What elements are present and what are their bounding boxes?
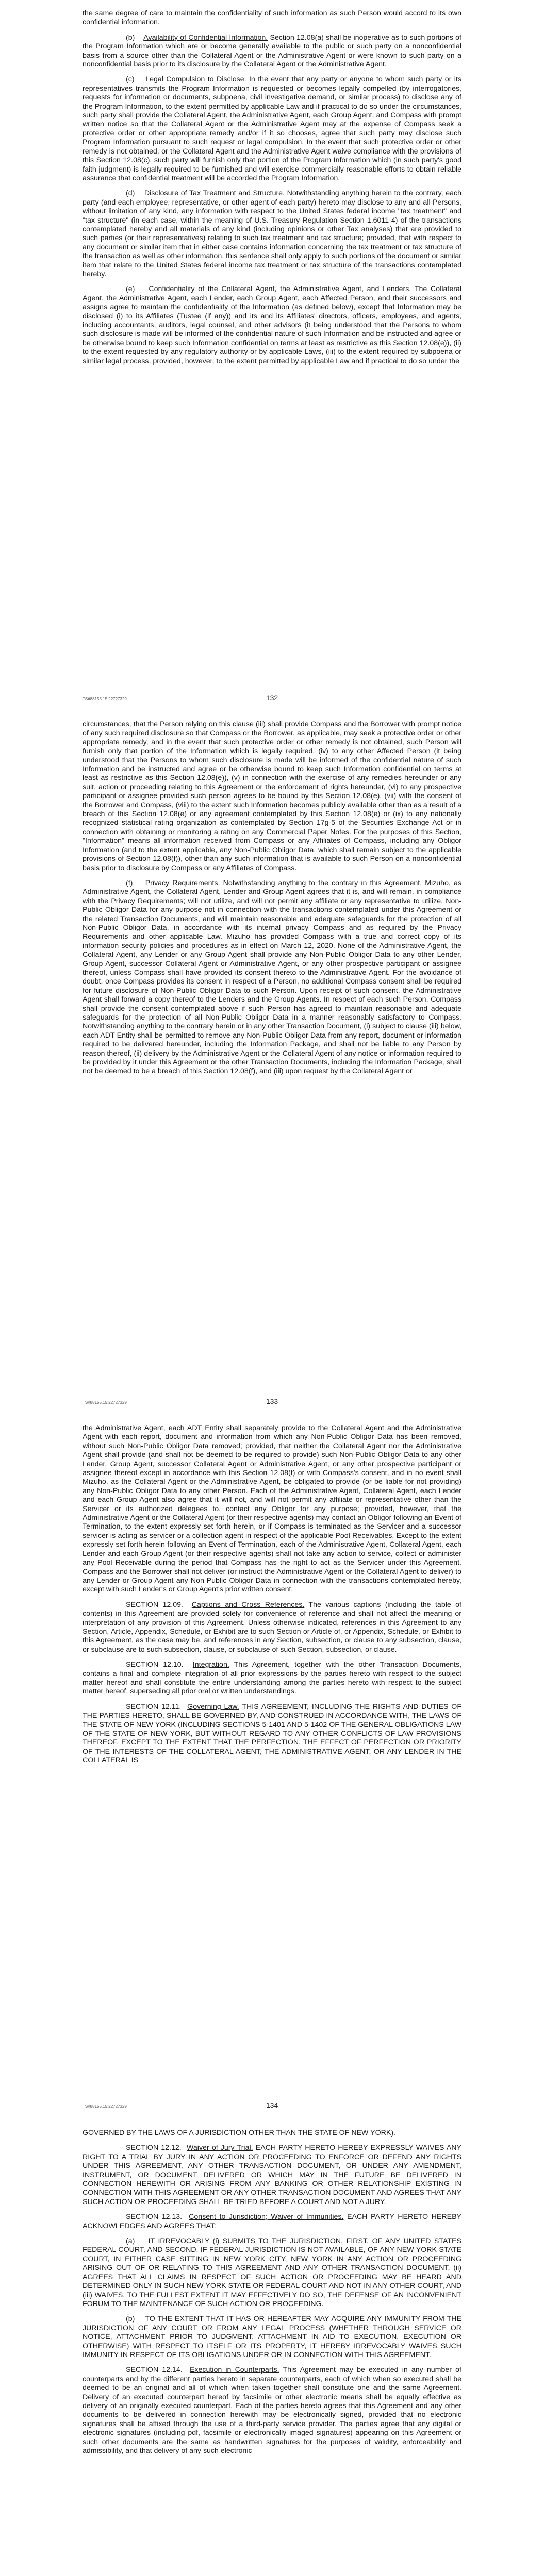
clause-text: Section 12.08(a) shall be inoperative as to such portions of the Program Information which are or become generally available to the public or such party on a nonconfidential basis from a source other than the Collateral Agent or the Administrative Agent or were known to such party on a nonconfidential basis prior to its disclosure by the Collateral Agent or the Administrative Agent. xyxy=(83,33,461,69)
section-text: The various captions (including the table of contents) in this Agreement are provided solely for convenience of reference and shall not affect the meaning or interpretation of any provision of this Agreement. Unless otherwise indicated, references in this Agreement to any Section, Article, Appendix, Schedule, or Exhibit are to such Section or Article of, or Appendix, Schedule, or Exhibit to this Agreement, as the case may be, and references in any Section, subsection, or clause to any subsection, clause, or subclause are to such subsection, clause, or subclause of such Section, subsection, or clause. xyxy=(83,1600,461,1654)
clause-heading: Confidentiality of the Collateral Agent, the Administrative Agent, and Lenders. xyxy=(149,285,411,294)
paragraph-12-13 xyxy=(83,2213,461,2231)
paragraph-12-12 xyxy=(83,2144,461,2207)
page-number: 132 xyxy=(266,693,278,702)
section-label: SECTION 12.12. xyxy=(126,2144,182,2153)
paragraph-12-08-e xyxy=(83,285,461,366)
section-text: This Agreement, together with the other Transaction Documents, contains a final and complete integration of all prior expressions by the parties hereto with respect to the subject matter hereof and shall constitute the entire understanding among the parties hereto with respect to the subject matter hereof, superseding all prior oral or written understandings. xyxy=(83,1660,462,1696)
section-heading: Waiver of Jury Trial. xyxy=(187,2144,253,2153)
section-label: SECTION 12.13. xyxy=(126,2213,183,2222)
paragraph-12-11 xyxy=(83,1703,461,1766)
document-id: TS#88155.15:22727329 xyxy=(83,697,127,701)
clause-text: TO THE EXTENT THAT IT HAS OR HEREAFTER MAY ACQUIRE ANY IMMUNITY FROM THE JURISDICTION OF ANY COURT OR FROM ANY LEGAL PROCESS (WHETHER THROUGH SERVICE OR NOTICE, ATTACHMENT PRIOR TO JUDGMENT, ATTACHMENT IN AID TO EXECUTION, EXECUTION OR OTHERWISE) WITH RESPECT TO ITSELF OR ITS PROPERTY, IT HEREBY IRREVOCABLY WAIVES SUCH IMMUNITY IN RESPECT OF ITS OBLIGATIONS UNDER OR IN CONNECTION WITH THIS AGREEMENT. xyxy=(83,2315,461,2359)
clause-label: (d) xyxy=(126,189,135,198)
paragraph-12-14 xyxy=(83,2366,461,2455)
paragraph-12-08-d xyxy=(83,189,461,279)
section-heading: Captions and Cross References. xyxy=(191,1600,305,1609)
page-number: 134 xyxy=(266,2101,278,2109)
clause-heading: Privacy Requirements. xyxy=(145,878,220,887)
section-text: This Agreement may be executed in any number of counterparts and by the different parties hereto in separate counterparts, each of which when so executed shall be deemed to be an original and all of which when taken together shall constitute one and the same Agreement. Delivery of an executed counterpart hereof by facsimile or other electronic means shall be equally effective as delivery of an originally executed counterpart. Each of the parties hereto agrees that this Agreement and any other documents to be delivered in connection herewith may be electronically signed, provided that no electronic signatures shall be affixed through the use of a third-party service provider. The parties agree that any digital or electronic signatures (including pdf, facsimile or electronically imaged signatures) appearing on this Agreement or such other documents are the same as handwritten signatures for the purposes of validity, enforceability and admissibility, and that delivery of any such electronic xyxy=(83,2366,461,2455)
section-text: THIS AGREEMENT, INCLUDING THE RIGHTS AND DUTIES OF THE PARTIES HERETO, SHALL BE GOVERNED BY, AND CONSTRUED IN ACCORDANCE WITH, THE LAWS OF THE STATE OF NEW YORK (INCLUDING SECTIONS 5-1401 AND 5-1402 OF THE GENERAL OBLIGATIONS LAW OF THE STATE OF NEW YORK, BUT WITHOUT REGARD TO ANY OTHER CONFLICTS OF LAW PROVISIONS THEREOF, EXCEPT TO THE EXTENT THAT THE PERFECTION, THE EFFECT OF PERFECTION OR PRIORITY OF THE INTERESTS OF THE COLLATERAL AGENT, THE ADMINISTRATIVE AGENT, OR ANY LENDER IN THE COLLATERAL IS xyxy=(83,1702,462,1765)
paragraph-12-08-f xyxy=(83,879,461,1076)
document-id: TS#88155.15:22727329 xyxy=(83,1400,127,1405)
clause-label: (b) xyxy=(126,2315,135,2324)
section-text: EACH PARTY HERETO HEREBY ACKNOWLEDGES AND AGREES THAT: xyxy=(83,2213,461,2230)
clause-text: IT IRREVOCABLY (i) SUBMITS TO THE JURISDICTION, FIRST, OF ANY UNITED STATES FEDERAL COURT, AND SECOND, IF FEDERAL JURISDICTION IS NOT AVAILABLE, OF ANY NEW YORK STATE COURT, IN EITHER CASE SITTING IN NEW YORK CITY, NEW YORK IN ANY ACTION OR PROCEEDING ARISING OUT OF OR RELATING TO THIS AGREEMENT AND ANY OTHER TRANSACTION DOCUMENT, (ii) AGREES THAT ALL CLAIMS IN RESPECT OF SUCH ACTION OR PROCEEDING MAY BE HEARD AND DETERMINED ONLY IN SUCH NEW YORK STATE OR FEDERAL COURT AND NOT IN ANY OTHER COURT, AND (iii) WAIVES, TO THE FULLEST EXTENT IT MAY EFFECTIVELY DO SO, THE DEFENSE OF AN INCONVENIENT FORUM TO THE MAINTENANCE OF SUCH ACTION OR PROCEEDING. xyxy=(83,2237,461,2308)
paragraph-continuation: the Administrative Agent, each ADT Entity shall separately provide to the Collateral Agent and the Administrative Agent with each report, document and information from which any Non-Public Obligor Data has been removed, without such Non-Public Obligor Data removed; provided, that neither the Collateral Agent nor the Administrative Agent shall provide (and shall not be deemed to be required to provide) such Non-Public Obligor Data to any other Lender, Group Agent, successor Collateral Agent or Administrative Agent, or any other prospective participant or assignee thereof except in accordance with this Section 12.08(f) or with Compass's consent, and in no event shall Mizuho, as the Collateral Agent or the Administrative Agent, be obligated to provide (or be liable for not providing) any Non-Public Obligor Data to any other Person. Each of the Administrative Agent, Collateral Agent, each Lender and each Group Agent also agree that it will not, and will not permit any affiliate or representative other than the Servicer or its authorized delegees to, contact any Obligor for any purpose; provided, however, that the Administrative Agent or the Collateral Agent (or their respective agents) may contact an Obligor following an Event of Termination, to the extent expressly set forth herein, or if Compass is terminated as the Servicer and a successor servicer is acting as servicer or a collection agent in respect of the applicable Pool Receivables. Except to the extent expressly set forth herein following an Event of Termination, each of the Administrative Agent, Collateral Agent, each Lender and each Group Agent (or their respective agents) shall not take any action to service, collect or administer any Pool Receivable during the period that Compass has the right to act as the Servicer under this Agreement. Compass and the Borrower shall not deliver (or instruct the Administrative Agent or the Collateral Agent to deliver) to any Lender or Group Agent any Non-Public Obligor Data in connection with the transactions contemplated hereby, except with such Lender's or Group Agent's prior written consent. xyxy=(83,1424,461,1594)
clause-label: (f) xyxy=(126,878,133,887)
clause-text: Notwithstanding anything herein to the contrary, each party (and each employee, representative, or other agent of each party) hereto may disclose to any and all Persons, without limitation of any kind, any information with respect to the United States federal income "tax treatment" and "tax structure" (in each case, within the meaning of U.S. Treasury Regulation Section 1.6011-4) of the transactions contemplated hereby and all materials of any kind (including opinions or other Tax analyses) that are provided to such parties (or their representatives) relating to such tax treatment and tax structure; provided, that with respect to any document or similar item that in either case contains information concerning the tax treatment or tax structure of the transaction as well as other information, this sentence shall only apply to such portions of the document or similar item that relate to the United States federal income tax treatment or tax structure of the transactions contemplated hereby. xyxy=(83,189,461,278)
clause-label: (e) xyxy=(126,285,135,294)
paragraph-12-13-a xyxy=(83,2237,461,2309)
clause-text: Notwithstanding anything to the contrary in this Agreement, Mizuho, as Administrative Agent, the Collateral Agent, Lender and Group Agent agrees that it is, and will remain, in compliance with the Privacy Requirements; will not utilize, and will not permit any affiliate or any representative to utilize, Non-Public Obligor Data for any purpose not in connection with the transactions contemplated under this Agreement or the related Transaction Documents, and will maintain reasonable and adequate safeguards for the protection of all Non-Public Obligor Data, in accordance with its internal privacy Compass and as required by the Privacy Requirements and other applicable Law. Mizuho has provided Compass with a true and correct copy of its information security policies and procedures as in effect on March 12, 2020. None of the Administrative Agent, the Collateral Agent, any Lender or any Group Agent shall provide any Non-Public Obligor Data to any other Lender, Group Agent, successor Collateral Agent or Administrative Agent, or any other prospective participant or assignee thereof, unless Compass shall have provided its consent thereto to the Administrative Agent. For the avoidance of doubt, once Compass provides its consent in respect of a Person, no additional Compass consent shall be required for future disclosure of Non-Public Obligor Data to such Person. Upon receipt of such consent, the Administrative Agent shall forward a copy thereof to the Lenders and the Group Agents. In respect of each such Person, Compass shall provide the consent contemplated above if such Person has agreed to maintain reasonable and adequate safeguards for the protection of all Non-Public Obligor Data in a manner reasonably satisfactory to Compass. Notwithstanding anything to the contrary herein or in any other Transaction Document, (i) subject to clause (iii) below, each ADT Entity shall be permitted to remove any Non-Public Obligor Data from any report, document or information required to be delivered hereunder, including the Information Package, and shall not be liable to any Person by reason thereof, (ii) delivery by the Administrative Agent or the Collateral Agent of any notice or information required to be provided by it under this Agreement or the other Transaction Documents, including the Information Package, shall not be deemed to be a breach of this Section 12.08(f), and (iii) upon request by the Collateral Agent or xyxy=(83,878,461,1076)
clause-label: (b) xyxy=(126,33,135,42)
document-id: TS#88155.15:22727329 xyxy=(83,2104,127,2109)
paragraph-continuation: the same degree of care to maintain the confidentiality of such information as such Person would accord to its own confidential information. xyxy=(83,9,461,27)
section-heading: Consent to Jurisdiction; Waiver of Immunities. xyxy=(189,2213,344,2222)
paragraph-12-10 xyxy=(83,1660,461,1697)
paragraph-12-08-b xyxy=(83,33,461,70)
paragraph-continuation: GOVERNED BY THE LAWS OF A JURISDICTION OTHER THAN THE STATE OF NEW YORK). xyxy=(83,2129,395,2137)
section-heading: Integration. xyxy=(192,1660,229,1669)
section-text: EACH PARTY HERETO HEREBY EXPRESSLY WAIVES ANY RIGHT TO A TRIAL BY JURY IN ANY ACTION OR PROCEEDING TO ENFORCE OR DEFEND ANY RIGHTS UNDER THIS AGREEMENT, ANY OTHER TRANSACTION DOCUMENT, OR UNDER ANY AMENDMENT, INSTRUMENT, OR DOCUMENT DELIVERED OR WHICH MAY IN THE FUTURE BE DELIVERED IN CONNECTION HEREWITH OR ARISING FROM ANY BANKING OR OTHER RELATIONSHIP EXISTING IN CONNECTION WITH THIS AGREEMENT OR ANY OTHER TRANSACTION DOCUMENT AND AGREES THAT ANY SUCH ACTION OR PROCEEDING SHALL BE TRIED BEFORE A COURT AND NOT A JURY. xyxy=(83,2144,461,2206)
clause-label: (c) xyxy=(126,75,135,84)
section-heading: Execution in Counterparts. xyxy=(189,2366,279,2375)
paragraph-12-08-c xyxy=(83,75,461,183)
section-label: SECTION 12.14. xyxy=(126,2366,183,2375)
clause-label: (a) xyxy=(126,2237,135,2246)
page-132 xyxy=(0,0,544,372)
page-134 xyxy=(0,1415,544,1772)
page-number: 133 xyxy=(266,1397,278,1405)
page-135 xyxy=(0,2120,544,2462)
section-label: SECTION 12.11. xyxy=(126,1702,182,1711)
clause-heading: Availability of Confidential Information. xyxy=(143,33,268,42)
clause-heading: Legal Compulsion to Disclose. xyxy=(145,75,246,84)
section-heading: Governing Law. xyxy=(187,1702,239,1711)
page-133 xyxy=(0,711,544,1082)
paragraph-continuation: circumstances, that the Person relying on this clause (iii) shall provide Compass and the Borrower with prompt notice of any such required disclosure so that Compass or the Borrower, as applicable, may seek a protective order or other appropriate remedy, and in the event that such protective order or other remedy is not obtained, such Person will furnish only that portion of the Information which is legally required, (iv) to any other Affected Person (it being understood that the Persons to whom such disclosure is made will be informed of the confidential nature of such Information and be instructed and agree or be otherwise bound to keep such Information confidential on terms at least as restrictive as this Section 12.08(e)), (v) in connection with the exercise of any remedies hereunder or any suit, action or proceeding relating to this Agreement or the enforcement of rights hereunder, (vi) to any prospective participant or assignee provided such person agrees to be bound by this Section 12.08(e), (vii) with the consent of the Borrower and Compass, (viii) to the extent such Information becomes publicly available other than as a result of a breach of this Section 12.08(e) or any agreement contemplated by this Section 12.08(e) or (ix) to any nationally recognized statistical rating organization as contemplated by Section 17g-5 of the Securities Exchange Act or in connection with obtaining or monitoring a rating on any Commercial Paper Notes. For the purposes of this Section, "Information" means all information received from Compass or any Affiliates of Compass, including any Obligor Information (and to the extent applicable, any Non-Public Obligor Data, which shall remain subject to the applicable provisions of Section 12.08(f)), other than any such information that is available to such Person on a nonconfidential basis prior to disclosure by Compass or any Affiliates of Compass. xyxy=(83,720,461,872)
clause-heading: Disclosure of Tax Treatment and Structure. xyxy=(144,189,285,198)
clause-text: In the event that any party or anyone to whom such party or its representatives transmits the Program Information is requested or becomes legally compelled (by interrogatories, requests for information or documents, subpoena, civil investigative demand, or similar process) to disclose any of the Program Information, to the extent permitted by applicable Law and if practical to do so under the circumstances, such party shall provide the Collateral Agent, the Administrative Agent, each Group Agent, and Compass with prompt written notice so that the Collateral Agent or the Administrative Agent may at the expense of Compass seek a protective order or other appropriate remedy and/or if it so chooses, agree that such party may disclose such Program Information pursuant to such request or legal compulsion. In the event that such protective order or other remedy is not obtained, or the Collateral Agent and the Administrative Agent waive compliance with the provisions of this Section 12.08(c), such party will furnish only that portion of the Program Information which (in such party's good faith judgment) is legally required to be furnished and will exercise commercially reasonable efforts to obtain reliable assurance that confidential treatment will be accorded the Program Information. xyxy=(83,75,461,182)
section-label: SECTION 12.10. xyxy=(126,1660,184,1669)
paragraph-12-13-b xyxy=(83,2315,461,2360)
clause-text: The Collateral Agent, the Administrative Agent, each Lender, each Group Agent, each Affected Person, and their successors and assigns agree to maintain the confidentiality of the Information (as defined below), except that Information may be disclosed (i) to its Affiliates (Tustee (if any)) and its and its Affiliates' directors, officers, employees, and agents, including accountants, auditors, legal counsel, and other advisors (it being understood that the Persons to whom such disclosure is made will be informed of the confidential nature of such Information and be instructed and agree or be otherwise bound to keep such Information confidential on terms at least as restrictive as this Section 12.08(e)), (ii) to the extent requested by any regulatory authority or by applicable Laws, (iii) to the extent required by subpoena or similar legal process, provided, however, to the extent permitted by applicable Law and if practical to do so under the xyxy=(83,285,462,365)
paragraph-12-09 xyxy=(83,1601,461,1654)
section-label: SECTION 12.09. xyxy=(126,1600,183,1609)
